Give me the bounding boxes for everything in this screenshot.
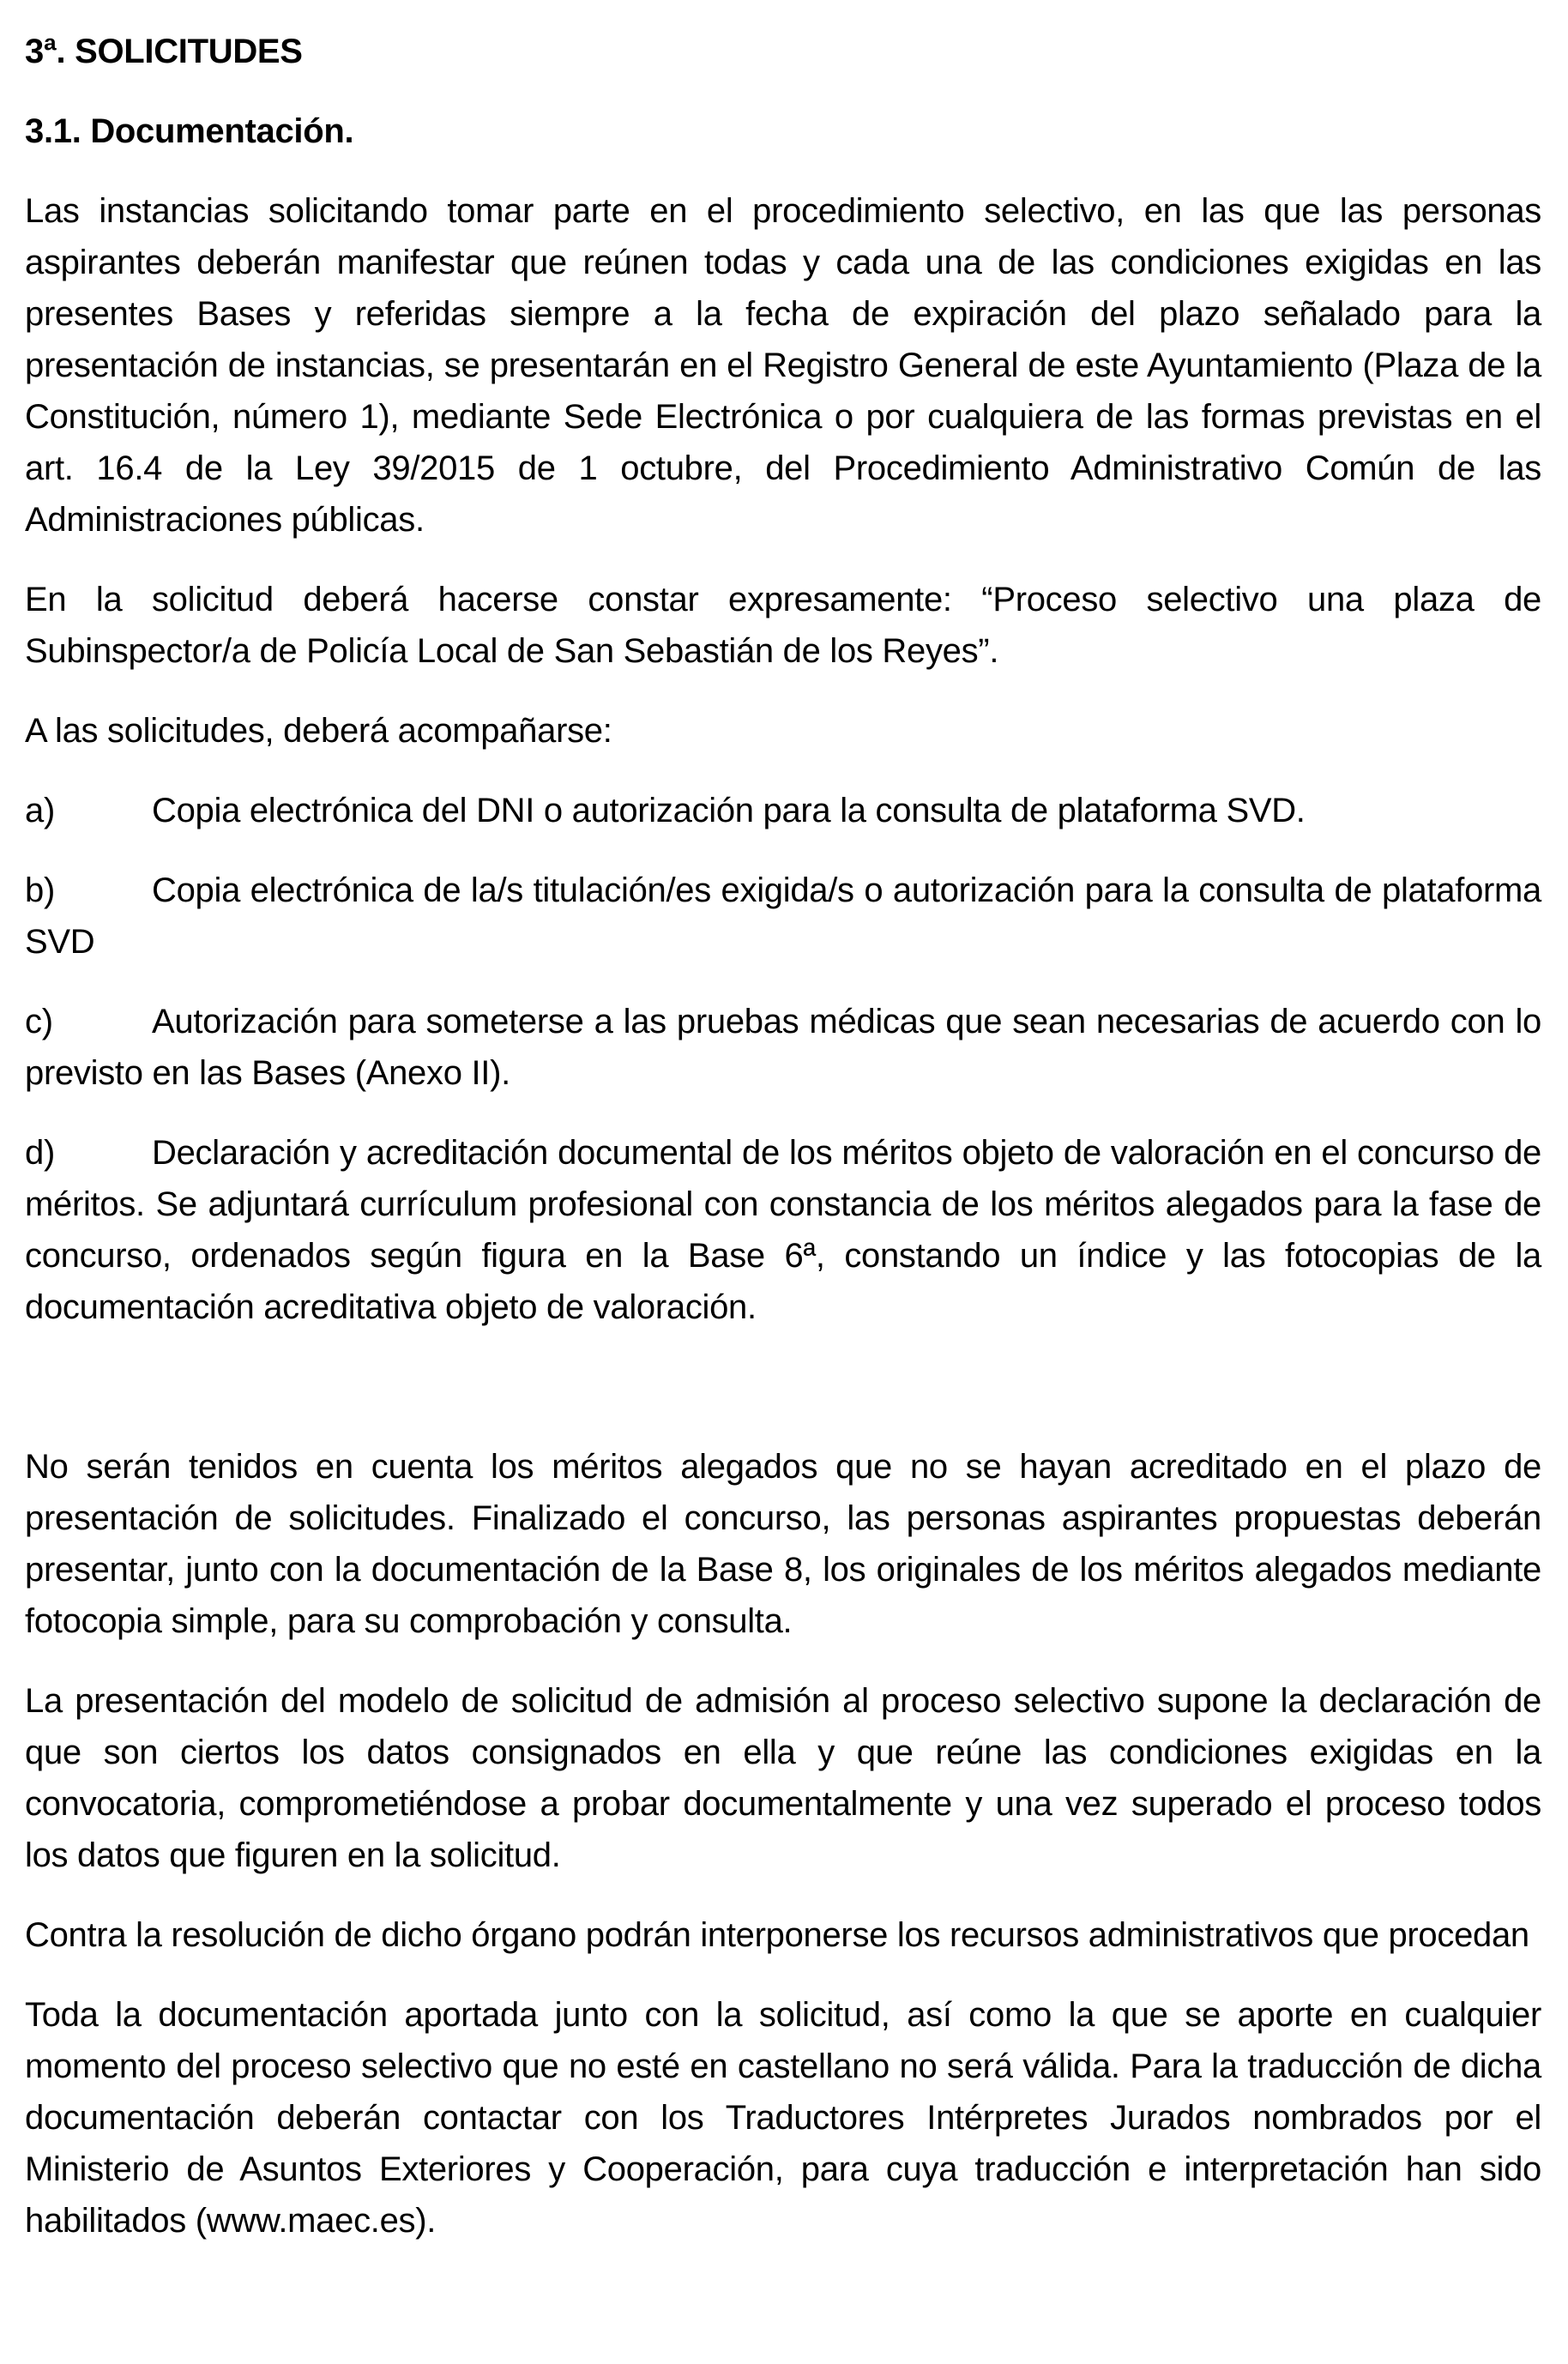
list-item-c — [25, 996, 1541, 1099]
list-item-b-label: b) — [25, 871, 55, 909]
list-item-a-label: a) — [25, 792, 55, 829]
list-item-a — [25, 785, 1541, 836]
list-item-b — [25, 865, 1541, 968]
paragraph-presentacion-modelo: La presentación del modelo de solicitud de admisión al proceso selectivo supone la declaración de que son ciertos los datos consignados en ella y que reúne las condiciones exigidas en la convocatoria, comprometiéndose a probar documentalmente y una vez superado el proceso todos los datos que figuren en la solicitud. — [25, 1682, 1541, 1874]
list-item-a-text: Copia electrónica del DNI o autorización para la consulta de plataforma SVD. — [152, 792, 1306, 829]
section-heading: 3ª. SOLICITUDES — [25, 33, 303, 70]
list-item-c-label: c) — [25, 1003, 53, 1040]
subsection-heading: 3.1. Documentación. — [25, 112, 354, 150]
paragraph-recursos: Contra la resolución de dicho órgano podrán interponerse los recursos administrativos que procedan — [25, 1916, 1529, 1954]
list-item-c-text: Autorización para someterse a las pruebas médicas que sean necesarias de acuerdo con lo previsto en las Bases (Anexo II). — [25, 1003, 1541, 1092]
paragraph-acompanarse: A las solicitudes, deberá acompañarse: — [25, 712, 612, 750]
paragraph-instancias: Las instancias solicitando tomar parte en el procedimiento selectivo, en las que las personas aspirantes deberán manifestar que reúnen todas y cada una de las condiciones exigidas en las presentes Bases y referidas siempre a la fecha de expiración del plazo señalado para la presentación de instancias, se presentarán en el Registro General de este Ayuntamiento (Plaza de la Constitución, número 1), mediante Sede Electrónica o por cualquiera de las formas previstas en el art. 16.4 de la Ley 39/2015 de 1 octubre, del Procedimiento Administrativo Común de las Administraciones públicas. — [25, 192, 1541, 539]
list-item-d-text: Declaración y acreditación documental de los méritos objeto de valoración en el concurso de méritos. Se adjuntará currículum profesional con constancia de los méritos alegados para la fase de concurso, ordenados según figura en la Base 6ª, constando un índice y las fotocopias de la documentación acreditativa objeto de valoración. — [25, 1134, 1541, 1326]
paragraph-meritos-plazo: No serán tenidos en cuenta los méritos alegados que no se hayan acreditado en el plazo de presentación de solicitudes. Finalizado el concurso, las personas aspirantes propuestas deberán presentar, junto con la documentación de la Base 8, los originales de los méritos alegados mediante fotocopia simple, para su comprobación y consulta. — [25, 1448, 1541, 1640]
empty-paragraph — [25, 1361, 1541, 1413]
paragraph-solicitud-constar: En la solicitud deberá hacerse constar expresamente: “Proceso selectivo una plaza de Subinspector/a de Policía Local de San Sebastián de los Reyes”. — [25, 581, 1541, 670]
list-item-d-label: d) — [25, 1134, 55, 1172]
list-item-d — [25, 1127, 1541, 1333]
paragraph-traduccion: Toda la documentación aportada junto con la solicitud, así como la que se aporte en cualquier momento del proceso selectivo que no esté en castellano no será válida. Para la traducción de dicha documentación deberán contactar con los Traductores Intérpretes Jurados nombrados por el Ministerio de Asuntos Exteriores y Cooperación, para cuya traducción e interpretación han sido habilitados (www.maec.es). — [25, 1996, 1541, 2240]
list-item-b-text: Copia electrónica de la/s titulación/es exigida/s o autorización para la consulta de plataforma SVD — [25, 871, 1541, 961]
